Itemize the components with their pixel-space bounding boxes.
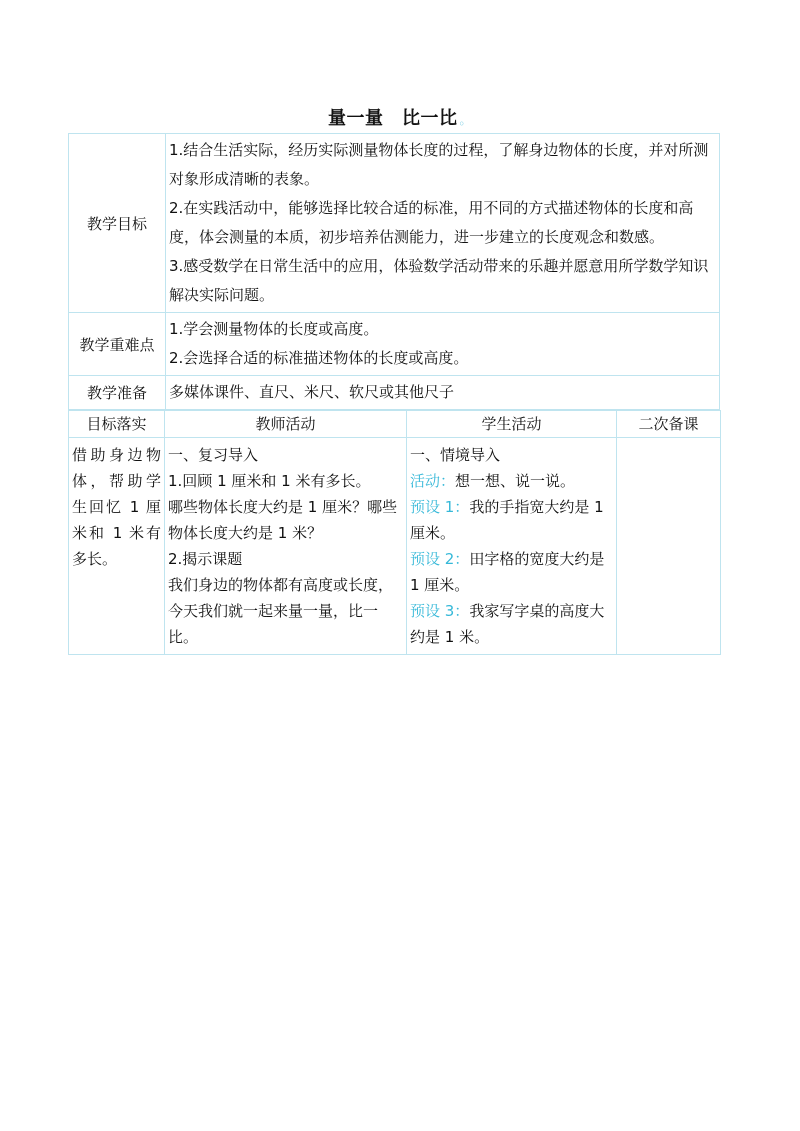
objective-line: 1.结合生活实际，经历实际测量物体长度的过程，了解身边物体的长度，并对所测对象形成清晰的表象。: [169, 141, 709, 188]
preparation-content: [166, 376, 720, 410]
goal-line: 借助身边物: [72, 446, 161, 464]
goal-text: [72, 442, 161, 572]
student-item: [410, 494, 613, 546]
teacher-line: 我们身边的物体都有高度或长度，今天我们就一起来量一量，比一比。: [168, 576, 394, 646]
student-item-text: 我家写字桌的高度大约是 1 米。: [410, 602, 605, 646]
teacher-line: 1.回顾 1 厘米和 1 米有多长。: [168, 472, 371, 490]
objective-line: 3.感受数学在日常生活中的应用，体验数学活动带来的乐趣并愿意用所学数学知识解决实际问题。: [169, 257, 709, 304]
preparation-row: [69, 376, 720, 410]
document-title: [0, 106, 800, 133]
key-points-content: [166, 313, 720, 376]
student-item: [410, 468, 613, 494]
header-student: 学生活动: [407, 411, 617, 438]
teacher-line: 一、复习导入: [168, 446, 259, 464]
remarks-cell: [617, 438, 721, 655]
goal-line: 体，帮助学: [72, 472, 161, 490]
lesson-info-table: [68, 133, 720, 410]
objectives-content: [166, 134, 720, 313]
student-item-text: 田字格的宽度大约是 1 厘米。: [410, 550, 605, 594]
activity-table: [68, 410, 721, 655]
header-teacher: 教师活动: [165, 411, 407, 438]
key-points-label: 教学重难点: [69, 313, 166, 376]
goal-cell: [69, 438, 165, 655]
student-item-label: 预设 1：: [410, 498, 470, 516]
activity-row: [69, 438, 721, 655]
student-cell: [407, 438, 617, 655]
student-item-label: 活动：: [410, 472, 456, 490]
student-item-text: 我的手指宽大约是 1 厘米。: [410, 498, 604, 542]
teacher-line: 哪些物体长度大约是 1 厘米？哪些物体长度大约是 1 米？: [168, 498, 398, 542]
goal-line: 米和 1 米有: [72, 524, 161, 542]
title-text: 量一量 比一比: [327, 108, 458, 129]
goal-line: 多长。: [72, 550, 118, 568]
header-remarks: 二次备课: [617, 411, 721, 438]
teacher-cell: [165, 438, 407, 655]
student-item: [410, 598, 613, 650]
preparation-label: 教学准备: [69, 376, 166, 410]
student-item-label: 预设 2：: [410, 550, 470, 568]
title-mark: 。: [459, 113, 472, 127]
key-point-line: 2.会选择合适的标准描述物体的长度或高度。: [169, 349, 469, 367]
student-item-text: 想一想、说一说。: [455, 472, 576, 490]
key-point-line: 1.学会测量物体的长度或高度。: [169, 320, 379, 338]
preparation-line: 多媒体课件、直尺、米尺、软尺或其他尺子: [169, 383, 455, 401]
student-item: [410, 546, 613, 598]
objectives-row: [69, 134, 720, 313]
header-goal: 目标落实: [69, 411, 165, 438]
student-heading: 一、情境导入: [410, 446, 501, 464]
key-points-row: [69, 313, 720, 376]
teacher-line: 2.揭示课题: [168, 550, 243, 568]
objectives-label: 教学目标: [69, 134, 166, 313]
student-item-label: 预设 3：: [410, 602, 470, 620]
objective-line: 2.在实践活动中，能够选择比较合适的标准，用不同的方式描述物体的长度和高度，体会测量的本质，初步培养估测能力，进一步建立的长度观念和数感。: [169, 199, 694, 246]
activity-header-row: [69, 411, 721, 438]
goal-line: 生回忆 1 厘: [72, 498, 161, 516]
